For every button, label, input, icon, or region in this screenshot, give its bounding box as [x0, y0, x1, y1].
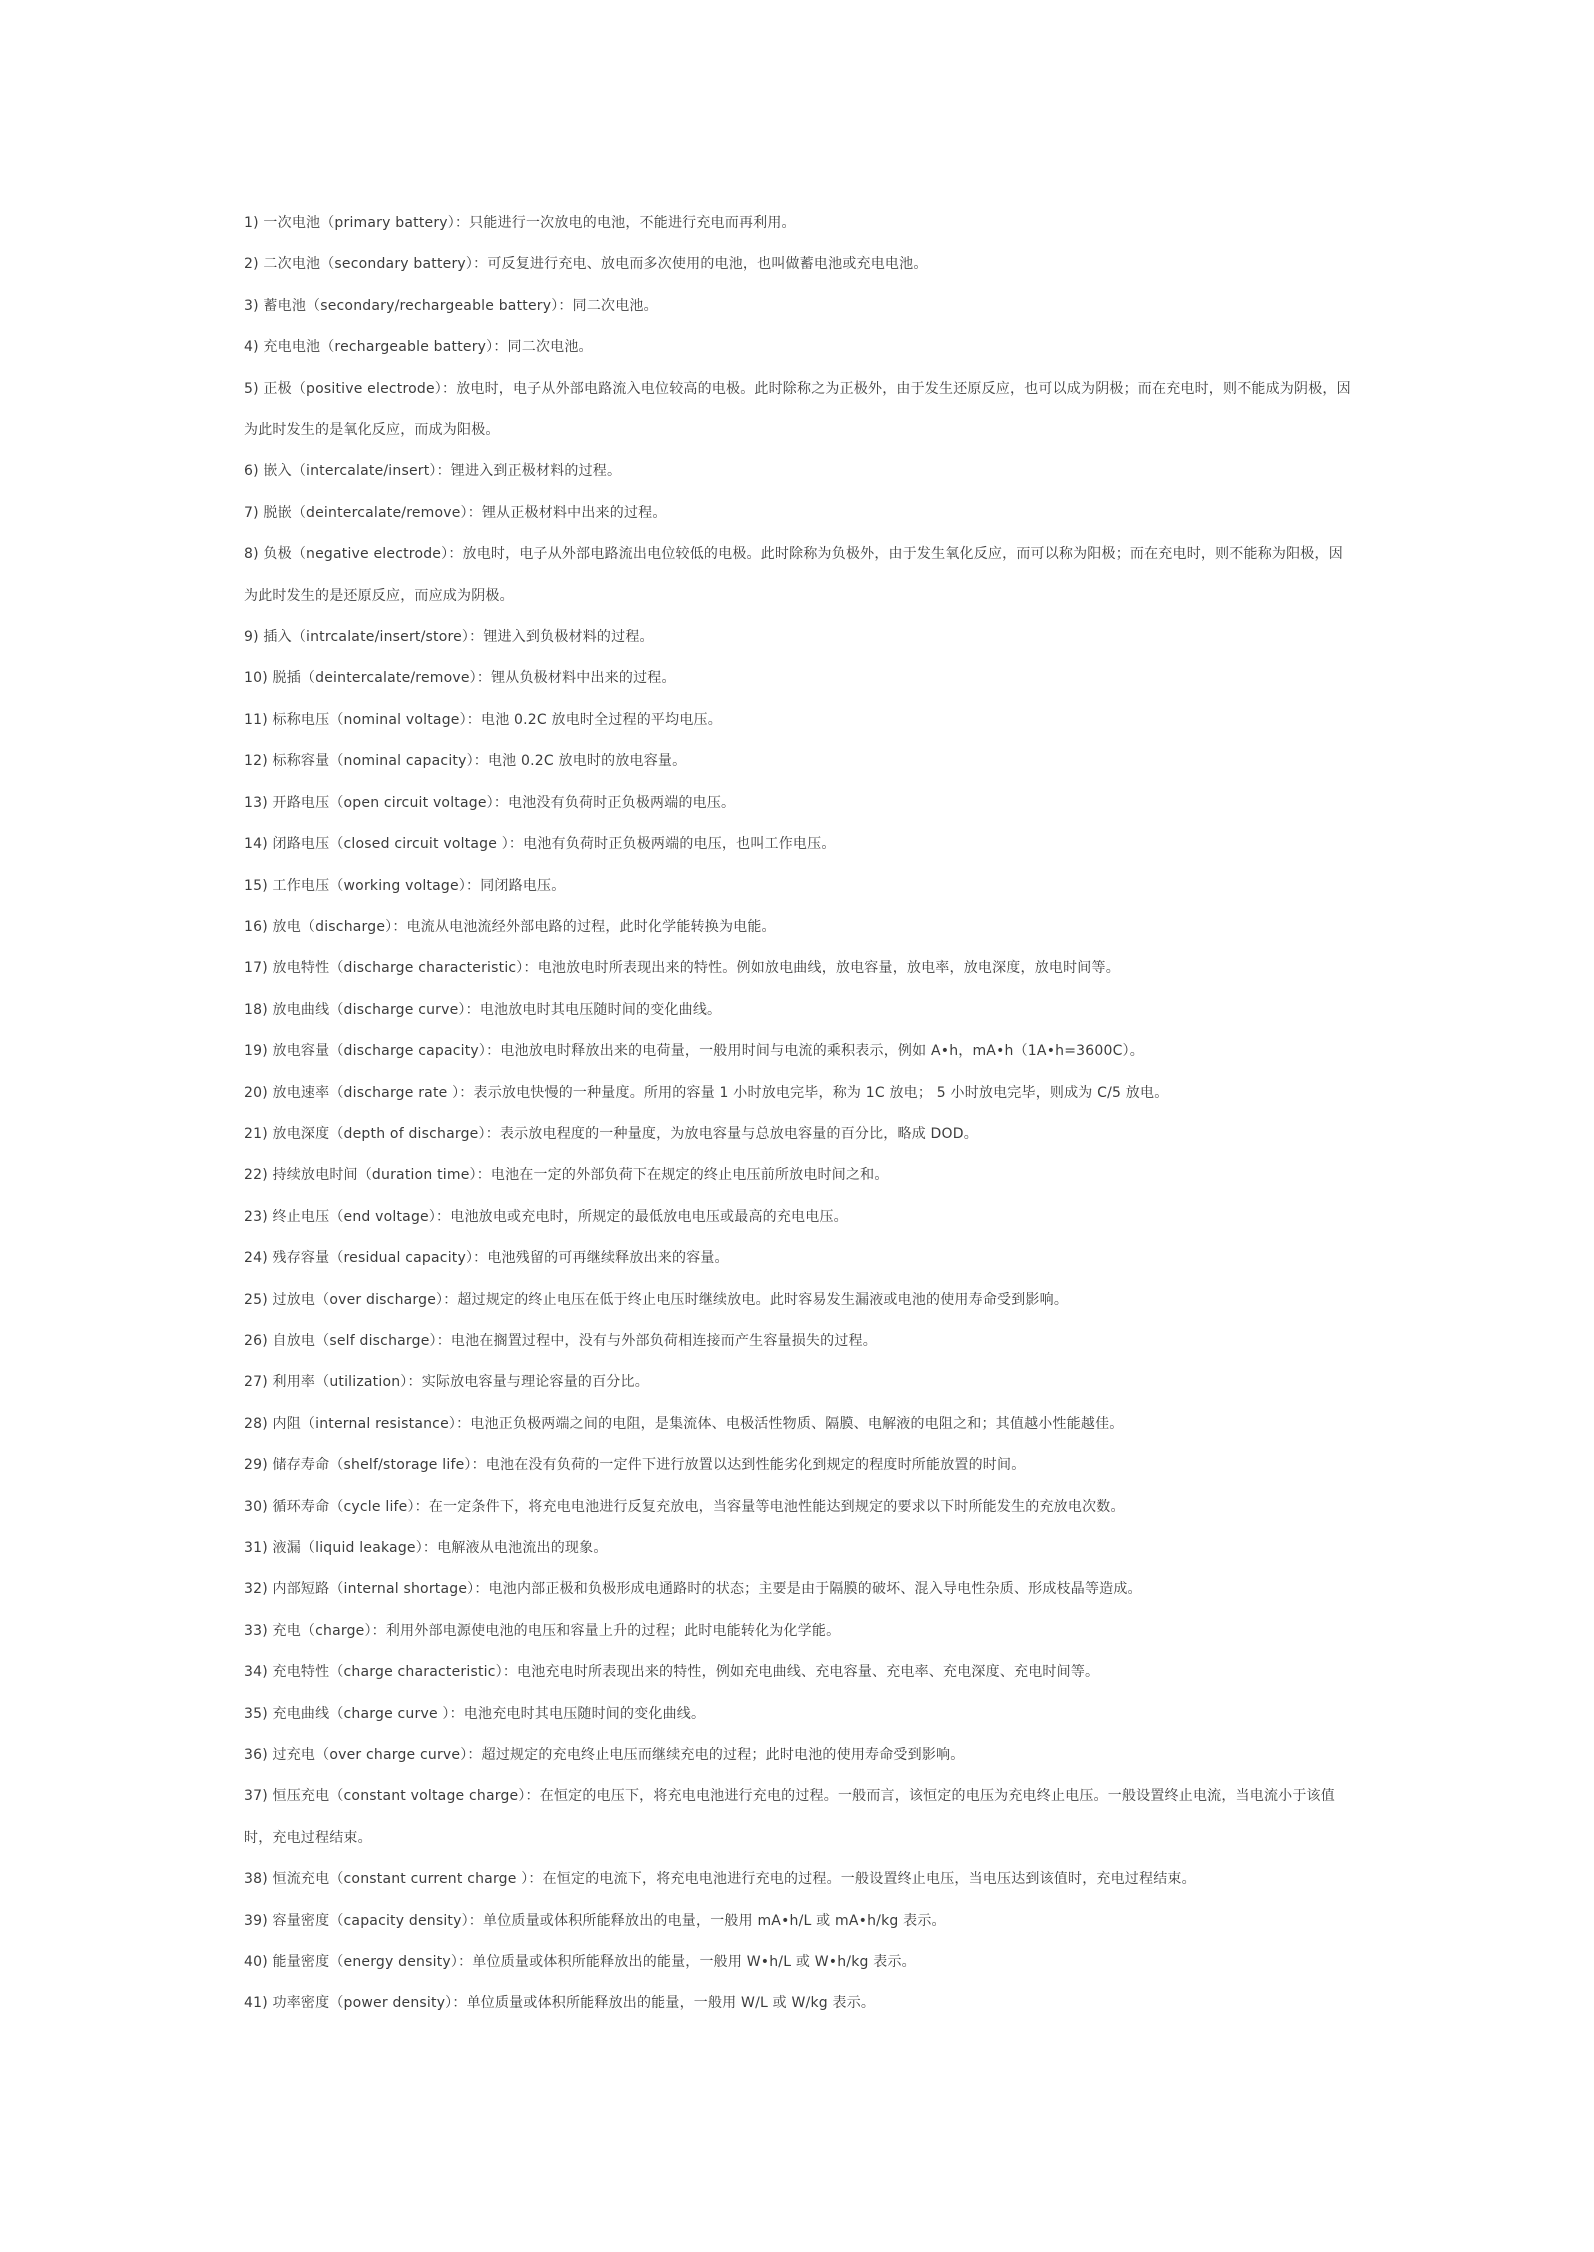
glossary-entry-2: 2) 二次电池（secondary battery）：可反复进行充电、放电而多次使用的电池，也叫做蓄电池或充电电池。	[244, 256, 928, 273]
glossary-entry-1: 1) 一次电池（primary battery）：只能进行一次放电的电池，不能进行充电而再利用。	[244, 215, 796, 231]
glossary-entry-17: 17) 放电特性（discharge characteristic）：电池放电时所表现出来的特性。例如放电曲线，放电容量，放电率，放电深度，放电时间等。	[244, 960, 1120, 977]
glossary-entry-27: 27) 利用率（utilization）：实际放电容量与理论容量的百分比。	[244, 1374, 649, 1391]
glossary-entry-28: 28) 内阻（internal resistance）：电池正负极两端之间的电阻，是集流体、电极活性物质、隔膜、电解液的电阻之和；其值越小性能越佳。	[244, 1415, 1124, 1432]
glossary-entry-30: 30) 循环寿命（cycle life）：在一定条件下，将充电电池进行反复充放电，当容量等电池性能达到规定的要求以下时所能发生的充放电次数。	[244, 1498, 1125, 1515]
glossary-entry-21: 21) 放电深度（depth of discharge）：表示放电程度的一种量度，为放电容量与总放电容量的百分比，略成 DOD。	[244, 1125, 978, 1142]
glossary-entry-4: 4) 充电电池（rechargeable battery）：同二次电池。	[244, 339, 593, 356]
glossary-entry-16: 16) 放电（discharge）：电流从电池流经外部电路的过程，此时化学能转换为电能。	[244, 918, 776, 935]
glossary-entry-34: 34) 充电特性（charge characteristic）：电池充电时所表现出来的特性，例如充电曲线、充电容量、充电率、充电深度、充电时间等。	[244, 1664, 1100, 1681]
glossary-entry-20: 20) 放电速率（discharge rate ）：表示放电快慢的一种量度。所用的容量 1 小时放电完毕，称为 1C 放电； 5 小时放电完毕，则成为 C/5 放电。	[244, 1084, 1169, 1101]
glossary-entry-23: 23) 终止电压（end voltage）：电池放电或充电时，所规定的最低放电电压或最高的充电电压。	[244, 1208, 848, 1225]
glossary-entry-12: 12) 标称容量（nominal capacity）：电池 0.2C 放电时的放电容量。	[244, 753, 687, 770]
glossary-entry-15: 15) 工作电压（working voltage）：同闭路电压。	[244, 877, 566, 894]
glossary-entry-41: 41) 功率密度（power density）：单位质量或体积所能释放出的能量，一般用 W/L 或 W/kg 表示。	[244, 1995, 876, 2012]
glossary-list	[244, 203, 1354, 2025]
glossary-entry-40: 40) 能量密度（energy density）：单位质量或体积所能释放出的能量，一般用 W•h/L 或 W•h/kg 表示。	[244, 1954, 916, 1971]
glossary-entry-25: 25) 过放电（over discharge）：超过规定的终止电压在低于终止电压时继续放电。此时容易发生漏液或电池的使用寿命受到影响。	[244, 1291, 1069, 1308]
glossary-entry-5: 5) 正极（positive electrode）：放电时，电子从外部电路流入电位较高的电极。此时除称之为正极外，由于发生还原反应，也可以成为阴极；而在充电时，则不能成为阴极，因为此时发生的是氧化反应，而成为阳极。	[244, 380, 1351, 439]
glossary-entry-38: 38) 恒流充电（constant current charge ）：在恒定的电流下，将充电电池进行充电的过程。一般设置终止电压，当电压达到该值时，充电过程结束。	[244, 1871, 1196, 1888]
glossary-entry-31: 31) 液漏（liquid leakage）：电解液从电池流出的现象。	[244, 1540, 608, 1556]
glossary-entry-18: 18) 放电曲线（discharge curve）：电池放电时其电压随时间的变化曲线。	[244, 1001, 722, 1018]
glossary-entry-26: 26) 自放电（self discharge）：电池在搁置过程中，没有与外部负荷相连接而产生容量损失的过程。	[244, 1332, 877, 1349]
glossary-entry-22: 22) 持续放电时间（duration time）：电池在一定的外部负荷下在规定的终止电压前所放电时间之和。	[244, 1167, 889, 1184]
glossary-entry-33: 33) 充电（charge）：利用外部电源使电池的电压和容量上升的过程；此时电能转化为化学能。	[244, 1622, 841, 1639]
glossary-entry-3: 3) 蓄电池（secondary/rechargeable battery）：同二次电池。	[244, 297, 658, 314]
glossary-entry-37: 37) 恒压充电（constant voltage charge）：在恒定的电压下，将充电电池进行充电的过程。一般而言，该恒定的电压为充电终止电压。一般设置终止电流，当电流小于该值时，充电过程结束。	[244, 1788, 1335, 1846]
glossary-entry-11: 11) 标称电压（nominal voltage）：电池 0.2C 放电时全过程的平均电压。	[244, 711, 722, 728]
glossary-entry-9: 9) 插入（intrcalate/insert/store）：锂进入到负极材料的过程。	[244, 629, 654, 646]
glossary-entry-13: 13) 开路电压（open circuit voltage）：电池没有负荷时正负极两端的电压。	[244, 794, 736, 811]
glossary-entry-35: 35) 充电曲线（charge curve ）：电池充电时其电压随时间的变化曲线。	[244, 1705, 706, 1722]
glossary-entry-39: 39) 容量密度（capacity density）：单位质量或体积所能释放出的电量，一般用 mA•h/L 或 mA•h/kg 表示。	[244, 1912, 946, 1929]
glossary-entry-29: 29) 储存寿命（shelf/storage life）：电池在没有负荷的一定件下进行放置以达到性能劣化到规定的程度时所能放置的时间。	[244, 1457, 1026, 1474]
glossary-entry-8: 8) 负极（negative electrode）：放电时，电子从外部电路流出电位较低的电极。此时除称为负极外，由于发生氧化反应，而可以称为阳极；而在充电时，则不能称为阳极，因为此时发生的是还原反应，而应成为阴极。	[244, 546, 1343, 604]
glossary-entry-14: 14) 闭路电压（closed circuit voltage ）：电池有负荷时正负极两端的电压，也叫工作电压。	[244, 836, 836, 853]
glossary-entry-6: 6) 嵌入（intercalate/insert）：锂进入到正极材料的过程。	[244, 463, 622, 480]
glossary-entry-10: 10) 脱插（deintercalate/remove）：锂从负极材料中出来的过程。	[244, 670, 676, 687]
glossary-entry-32: 32) 内部短路（internal shortage）：电池内部正极和负极形成电通路时的状态；主要是由于隔膜的破坏、混入导电性杂质、形成枝晶等造成。	[244, 1581, 1142, 1598]
glossary-entry-7: 7) 脱嵌（deintercalate/remove）：锂从正极材料中出来的过程。	[244, 504, 667, 521]
glossary-entry-24: 24) 残存容量（residual capacity）：电池残留的可再继续释放出来的容量。	[244, 1250, 729, 1267]
glossary-entry-19: 19) 放电容量（discharge capacity）：电池放电时释放出来的电荷量，一般用时间与电流的乘积表示，例如 A•h，mA•h（1A•h=3600C）。	[244, 1043, 1144, 1060]
glossary-entry-36: 36) 过充电（over charge curve）：超过规定的充电终止电压而继续充电的过程；此时电池的使用寿命受到影响。	[244, 1747, 965, 1764]
